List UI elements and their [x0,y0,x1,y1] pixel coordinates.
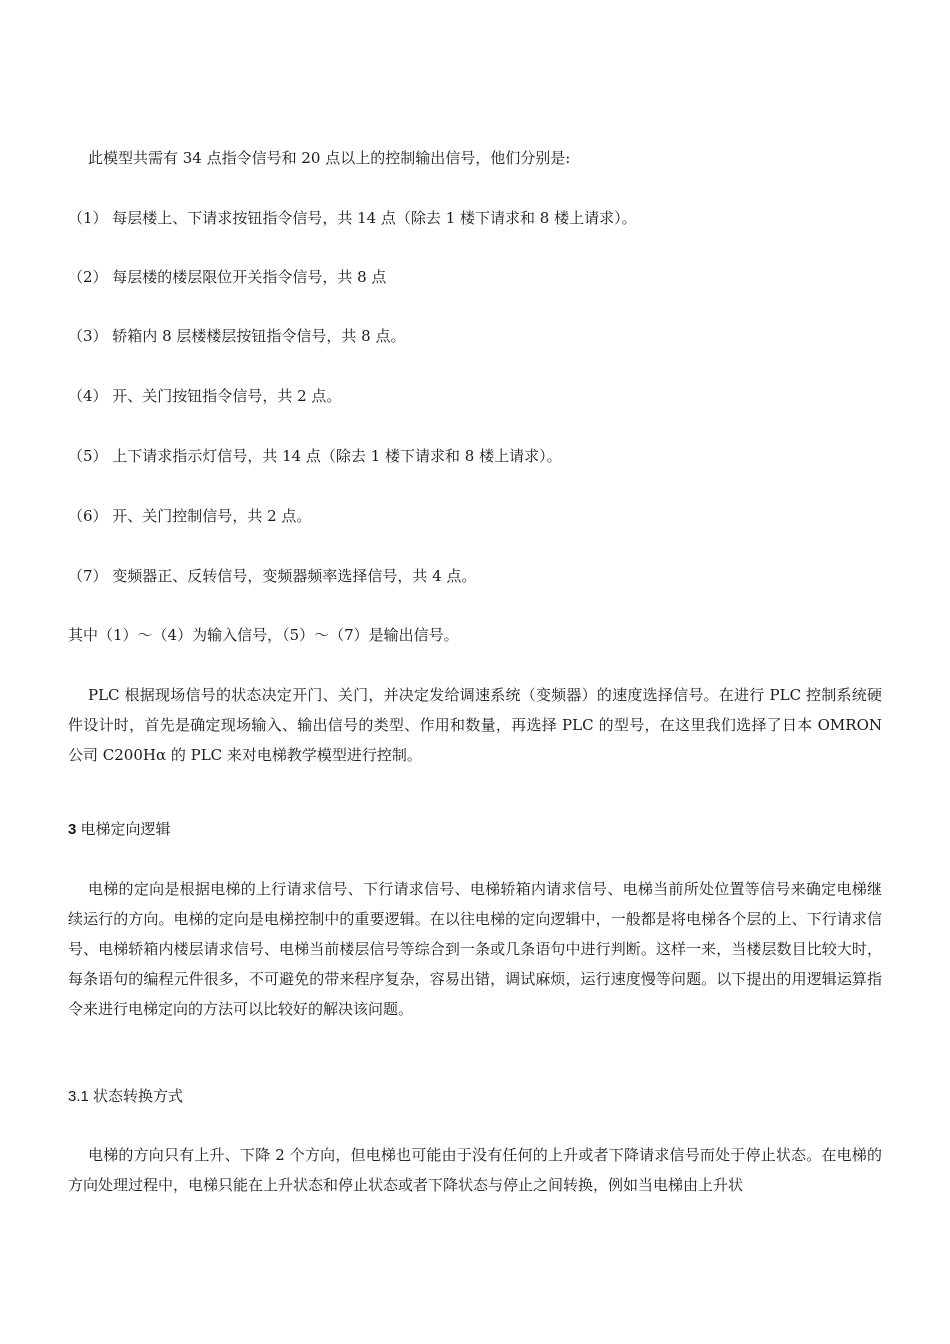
list-item: （6） 开、关门控制信号，共 2 点。 [68,507,312,525]
plc-paragraph: PLC 根据现场信号的状态决定开门、关门，并决定发给调速系统（变频器）的速度选择信号。在进行 PLC 控制系统硬件设计时，首先是确定现场输入、输出信号的类型、作用和数量，再选择 PLC 的型号，在这里我们选择了日本 OMRON 公司 C200Hα 的 PLC 来对电梯教学模型进行控制。 [68,686,882,764]
list-item: （1） 每层楼上、下请求按钮指令信号，共 14 点（除去 1 楼下请求和 8 楼上请求）。 [68,209,637,227]
list-item: （3） 轿箱内 8 层楼楼层按钮指令信号，共 8 点。 [68,327,406,345]
list-item: （4） 开、关门按钮指令信号，共 2 点。 [68,387,342,405]
intro-line: 此模型共需有 34 点指令信号和 20 点以上的控制输出信号，他们分别是: [88,149,571,167]
section-title: 电梯定向逻辑 [80,821,171,838]
section-3-paragraph: 电梯的定向是根据电梯的上行请求信号、下行请求信号、电梯轿箱内请求信号、电梯当前所处位置等信号来确定电梯继续运行的方向。电梯的定向是电梯控制中的重要逻辑。在以往电梯的定向逻辑中，一般都是将电梯各个层的上、下行请求信号、电梯轿箱内楼层请求信号、电梯当前楼层信号等综合到一条或几条语句中进行判断。这样一来，当楼层数目比较大时，每条语句的编程元件很多，不可避免的带来程序复杂，容易出错，调试麻烦，运行速度慢等问题。以下提出的用逻辑运算指令来进行电梯定向的方法可以比较好的解决该问题。 [68,880,882,1018]
section-title: 状态转换方式 [93,1088,184,1105]
list-item: （7） 变频器正、反转信号，变频器频率选择信号，共 4 点。 [68,567,477,585]
summary-line: 其中（1）～（4）为输入信号，（5）～（7）是输出信号。 [68,626,459,644]
list-item: （5） 上下请求指示灯信号，共 14 点（除去 1 楼下请求和 8 楼上请求）。 [68,447,562,465]
list-item: （2） 每层楼的楼层限位开关指令信号，共 8 点 [68,268,387,286]
section-number: 3.1 [68,1088,89,1105]
section-3-1-paragraph: 电梯的方向只有上升、下降 2 个方向，但电梯也可能由于没有任何的上升或者下降请求信号而处于停止状态。在电梯的方向处理过程中，电梯只能在上升状态和停止状态或者下降状态与停止之间转换，例如当电梯由上升状 [68,1146,882,1194]
section-3-heading [68,820,171,840]
section-number: 3 [68,821,77,838]
section-3-1-heading [68,1087,183,1107]
